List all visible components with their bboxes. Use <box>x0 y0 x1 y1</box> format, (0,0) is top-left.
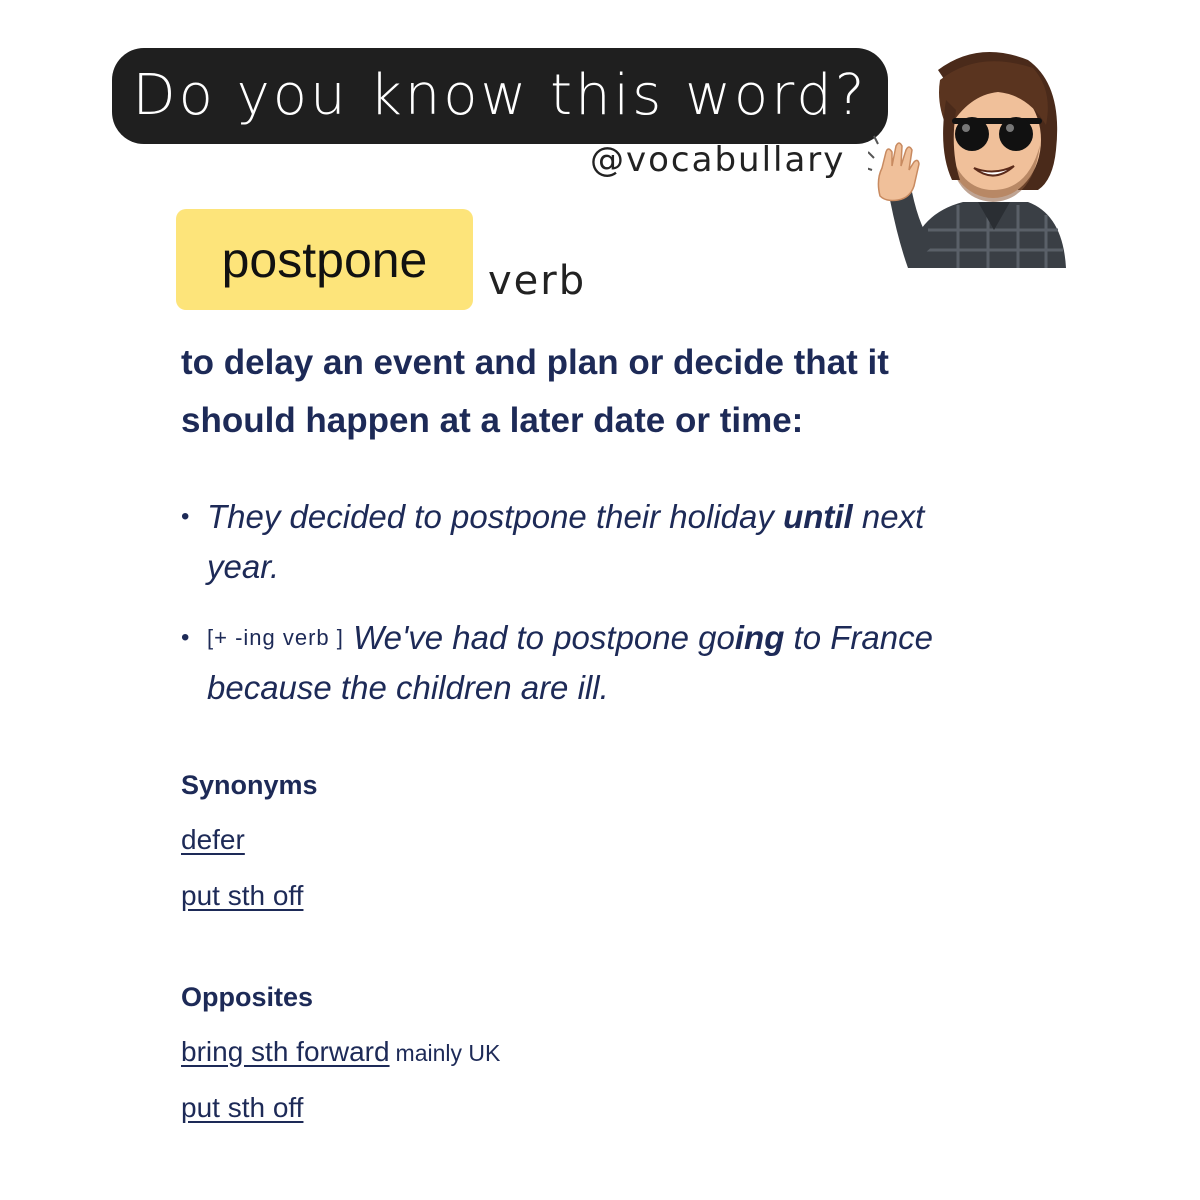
region-note: mainly UK <box>395 1040 501 1066</box>
grammar-label: [+ -ing verb ] <box>207 625 344 650</box>
title-banner <box>112 48 888 144</box>
headword: postpone <box>221 231 428 288</box>
example-text: to France because the children are ill. <box>207 619 933 706</box>
part-of-speech: verb <box>488 258 587 304</box>
example-text: next year. <box>207 498 925 585</box>
synonyms-heading: Synonyms <box>181 770 318 800</box>
opposite-link[interactable]: put sth off <box>181 1092 304 1123</box>
example-emphasis: ing <box>734 619 785 656</box>
example-text: They decided to postpone their holiday <box>207 498 784 535</box>
opposites-heading: Opposites <box>181 982 314 1012</box>
example-emphasis: until <box>783 498 853 535</box>
example-text: We've had to postpone go <box>353 619 735 656</box>
bullet-icon: • <box>181 503 190 530</box>
banner-title: Do you know this word? <box>132 63 868 128</box>
example-2 <box>181 613 941 713</box>
avatar-icon <box>868 40 1068 268</box>
opposite-link[interactable]: bring sth forward <box>181 1036 390 1067</box>
headword-highlight <box>176 209 473 310</box>
definition: to delay an event and plan or decide that it should happen at a later date or time: <box>181 343 889 440</box>
synonym-link[interactable]: defer <box>181 824 245 855</box>
example-1 <box>181 492 941 592</box>
synonym-link[interactable]: put sth off <box>181 880 304 911</box>
account-handle: @vocabullary <box>590 140 846 180</box>
opposite-item <box>181 1036 500 1068</box>
bullet-icon: • <box>181 624 190 651</box>
